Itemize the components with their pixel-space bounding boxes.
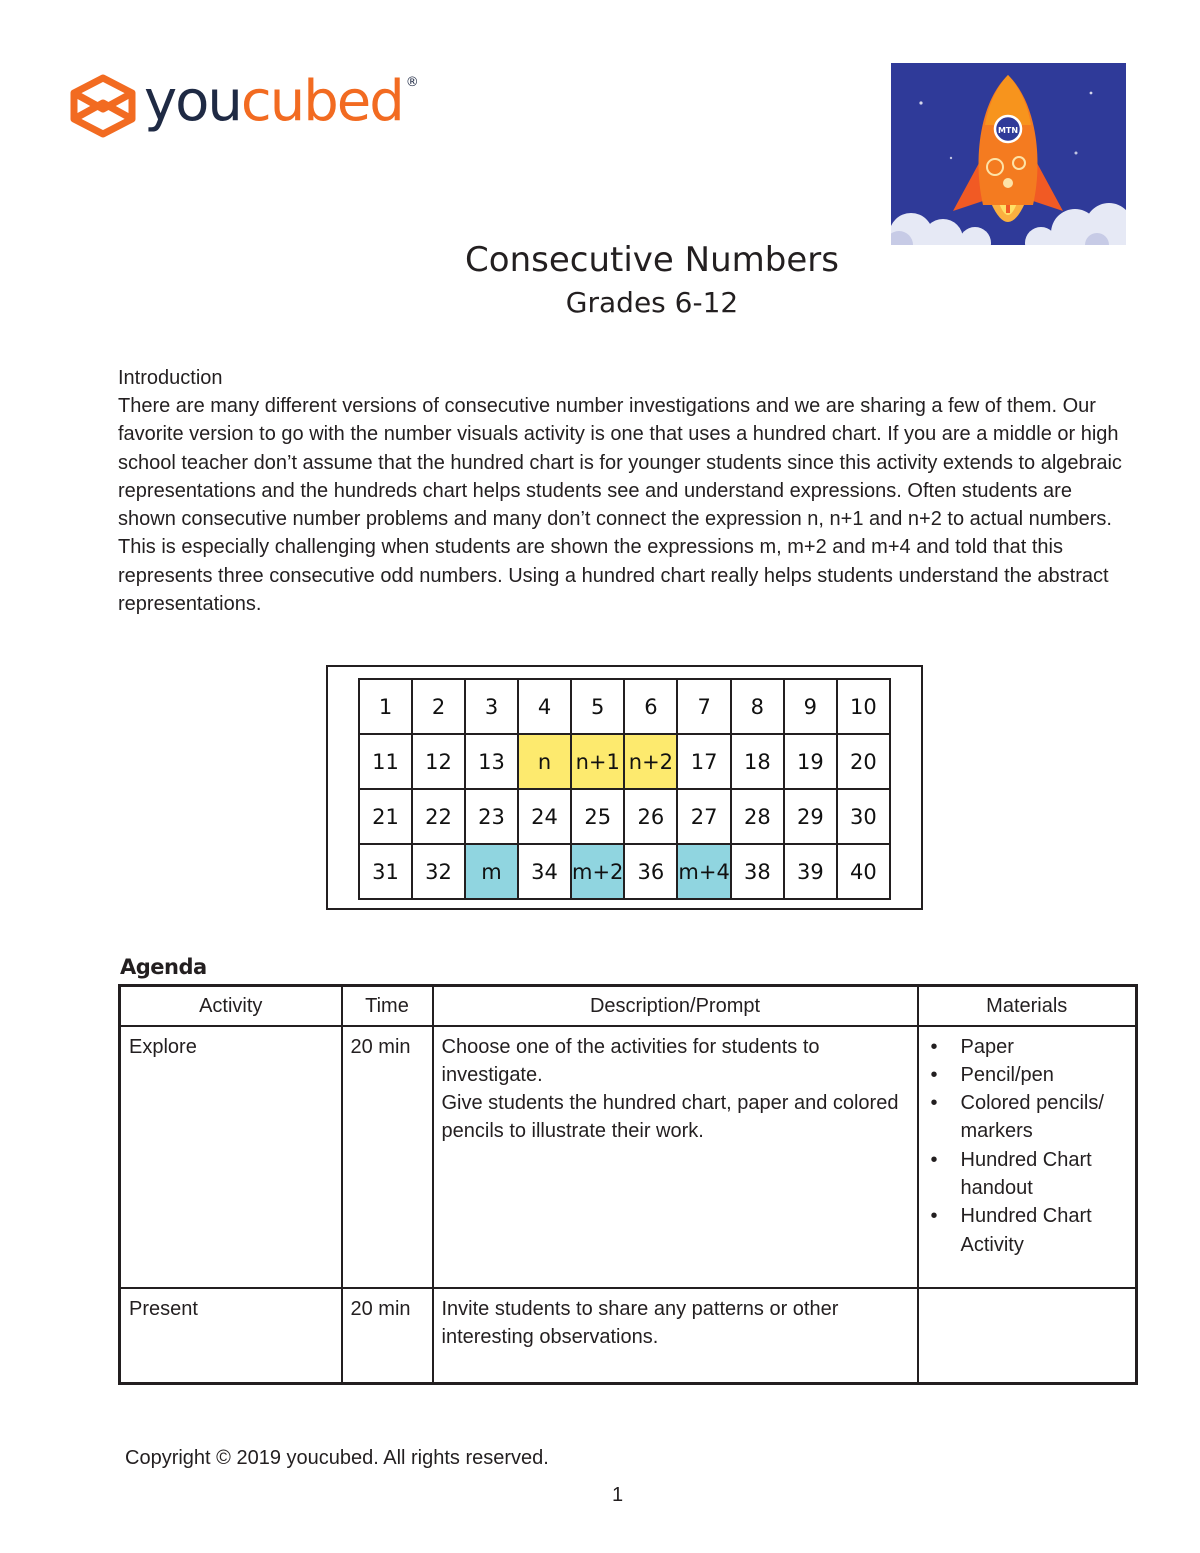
chart-cell: 27 [677, 789, 730, 844]
chart-cell: 10 [837, 679, 890, 734]
page-number: 1 [612, 1484, 624, 1506]
materials-item: • Hundred Chart handout [927, 1146, 1128, 1203]
chart-cell: 34 [518, 844, 571, 899]
intro-paragraph: There are many different versions of consecutive number investigations and we are sharing a few of them. Our favorite version to go with the number visuals activity is one that uses a hundred chart. If you are a middle or high school teacher don’t assume that the hundred chart is for younger students since this activity extends to algebraic representations and the hundreds chart helps students see and understand expressions. Often students are shown consecutive number problems and many don’t connect the expression n, n+1 and n+2 to actual numbers. This is especially challenging when students are shown the expressions m, m+2 and m+4 and told that this represents three consecutive odd numbers. Using a hundred chart really helps students understand the abstract representations. [118, 395, 1122, 616]
hundred-chart-row [359, 734, 890, 789]
chart-cell: 22 [412, 789, 465, 844]
materials-item: • Hundred Chart Activity [927, 1202, 1128, 1259]
agenda-header-time: Time [342, 986, 433, 1026]
chart-cell: 8 [731, 679, 784, 734]
hundred-chart-row [359, 789, 890, 844]
chart-cell-m-plus-4: m+4 [677, 844, 730, 899]
materials-item: • Pencil/pen [927, 1061, 1128, 1089]
agenda-description [433, 1026, 918, 1288]
agenda-header-description: Description/Prompt [433, 986, 918, 1026]
chart-cell: 32 [412, 844, 465, 899]
chart-cell-m: m [465, 844, 518, 899]
materials-item: • Paper [927, 1033, 1128, 1061]
copyright-notice: Copyright © 2019 youcubed. All rights reserved. [125, 1447, 549, 1469]
chart-cell: 20 [837, 734, 890, 789]
logo-wordmark: youcubed ® [144, 69, 419, 134]
agenda-time: 20 min [342, 1026, 433, 1288]
chart-cell: 4 [518, 679, 571, 734]
hundred-chart [358, 678, 891, 900]
chart-cell: 6 [624, 679, 677, 734]
chart-cell: 30 [837, 789, 890, 844]
chart-cell: 11 [359, 734, 412, 789]
chart-cell: 3 [465, 679, 518, 734]
chart-cell-m-plus-2: m+2 [571, 844, 624, 899]
chart-cell: 23 [465, 789, 518, 844]
agenda-materials [918, 1026, 1137, 1288]
chart-cell: 13 [465, 734, 518, 789]
rocket-illustration [891, 63, 1126, 245]
chart-cell: 17 [677, 734, 730, 789]
agenda-header-activity: Activity [120, 986, 342, 1026]
chart-cell: 12 [412, 734, 465, 789]
agenda-row-present [120, 1288, 1137, 1384]
page-title: Consecutive Numbers [465, 240, 839, 280]
agenda-activity: Explore [120, 1026, 342, 1288]
chart-cell: 18 [731, 734, 784, 789]
agenda-activity: Present [120, 1288, 342, 1384]
cube-logo-icon [68, 73, 138, 139]
page-subtitle: Grades 6-12 [565, 286, 739, 319]
chart-cell-n-plus-1: n+1 [571, 734, 624, 789]
agenda-description-line: Invite students to share any patterns or other interesting observations. [441, 1297, 839, 1348]
chart-cell: 7 [677, 679, 730, 734]
chart-cell: 24 [518, 789, 571, 844]
materials-list [927, 1033, 1128, 1259]
chart-cell: 19 [784, 734, 837, 789]
agenda-description [433, 1288, 918, 1384]
chart-cell-n-plus-2: n+2 [624, 734, 677, 789]
hundred-chart-row [359, 679, 890, 734]
chart-cell: 2 [412, 679, 465, 734]
chart-cell: 9 [784, 679, 837, 734]
materials-item: • Colored pencils/ markers [927, 1089, 1128, 1146]
chart-cell: 1 [359, 679, 412, 734]
agenda-description-line: Choose one of the activities for students to investigate. [441, 1035, 820, 1086]
chart-cell: 39 [784, 844, 837, 899]
chart-cell: 28 [731, 789, 784, 844]
chart-cell: 29 [784, 789, 837, 844]
agenda-materials [918, 1288, 1137, 1384]
chart-cell-n: n [518, 734, 571, 789]
chart-cell: 21 [359, 789, 412, 844]
agenda-description-line: Give students the hundred chart, paper and colored pencils to illustrate their work. [441, 1092, 899, 1143]
chart-cell: 31 [359, 844, 412, 899]
agenda-header-materials: Materials [918, 986, 1137, 1026]
hundred-chart-row [359, 844, 890, 899]
chart-cell: 36 [624, 844, 677, 899]
intro-heading: Introduction [118, 367, 223, 389]
chart-cell: 25 [571, 789, 624, 844]
chart-cell: 38 [731, 844, 784, 899]
agenda-header-row [120, 986, 1137, 1026]
agenda-table [118, 984, 1138, 1385]
chart-cell: 26 [624, 789, 677, 844]
chart-cell: 40 [837, 844, 890, 899]
rocket-badge-text: MTN [997, 126, 1019, 135]
chart-cell: 5 [571, 679, 624, 734]
agenda-row-explore [120, 1026, 1137, 1288]
youcubed-logo [68, 69, 419, 142]
agenda-heading: Agenda [120, 955, 207, 979]
agenda-time: 20 min [342, 1288, 433, 1384]
